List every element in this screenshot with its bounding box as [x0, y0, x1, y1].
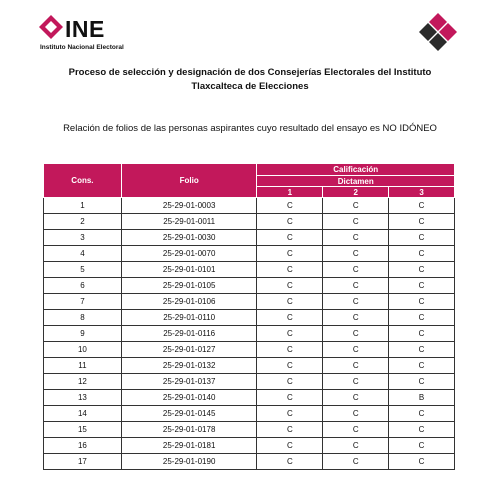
cell-dictamen-2: C	[323, 246, 389, 262]
cell-dictamen-3: C	[389, 198, 455, 214]
table-row	[44, 214, 455, 230]
cell-cons: 5	[44, 262, 122, 278]
cell-folio: 25-29-01-0127	[121, 342, 257, 358]
cell-cons: 17	[44, 454, 122, 470]
table-row	[44, 294, 455, 310]
cell-dictamen-3: C	[389, 374, 455, 390]
cell-dictamen-2: C	[323, 198, 389, 214]
cell-dictamen-3: C	[389, 310, 455, 326]
cell-folio: 25-29-01-0137	[121, 374, 257, 390]
page-title	[40, 66, 460, 94]
cell-cons: 15	[44, 422, 122, 438]
cell-dictamen-1: C	[257, 294, 323, 310]
cell-dictamen-3: C	[389, 262, 455, 278]
cell-dictamen-2: C	[323, 326, 389, 342]
cell-dictamen-3: C	[389, 438, 455, 454]
table-header	[44, 164, 455, 198]
table-row	[44, 438, 455, 454]
header-dictamen-2: 2	[323, 187, 389, 198]
cell-dictamen-1: C	[257, 310, 323, 326]
cell-dictamen-2: C	[323, 342, 389, 358]
cell-cons: 2	[44, 214, 122, 230]
cell-dictamen-1: C	[257, 390, 323, 406]
cell-cons: 4	[44, 246, 122, 262]
logo-subtitle: Instituto Nacional Electoral	[40, 44, 124, 51]
cell-dictamen-2: C	[323, 294, 389, 310]
cell-folio: 25-29-01-0110	[121, 310, 257, 326]
cell-folio: 25-29-01-0178	[121, 422, 257, 438]
cell-folio: 25-29-01-0106	[121, 294, 257, 310]
cell-dictamen-2: C	[323, 374, 389, 390]
table-row	[44, 374, 455, 390]
ine-diamond-icon	[38, 14, 64, 40]
table-row	[44, 198, 455, 214]
cell-folio: 25-29-01-0181	[121, 438, 257, 454]
table-row	[44, 230, 455, 246]
cell-dictamen-2: C	[323, 438, 389, 454]
cell-dictamen-3: B	[389, 390, 455, 406]
logo-wordmark: INE	[65, 16, 105, 42]
cell-dictamen-3: C	[389, 342, 455, 358]
cell-dictamen-3: C	[389, 326, 455, 342]
cell-dictamen-2: C	[323, 406, 389, 422]
cell-dictamen-3: C	[389, 454, 455, 470]
ine-emblem-icon	[418, 12, 458, 52]
table-row	[44, 454, 455, 470]
header-dictamen-3: 3	[389, 187, 455, 198]
table-row	[44, 262, 455, 278]
cell-dictamen-3: C	[389, 230, 455, 246]
cell-dictamen-3: C	[389, 422, 455, 438]
cell-dictamen-3: C	[389, 278, 455, 294]
cell-dictamen-3: C	[389, 294, 455, 310]
cell-dictamen-3: C	[389, 214, 455, 230]
cell-cons: 8	[44, 310, 122, 326]
cell-folio: 25-29-01-0190	[121, 454, 257, 470]
title-line-2: Tlaxcalteca de Elecciones	[191, 81, 309, 92]
cell-dictamen-1: C	[257, 198, 323, 214]
header-dictamen-1: 1	[257, 187, 323, 198]
cell-cons: 13	[44, 390, 122, 406]
header-folio: Folio	[121, 164, 257, 198]
cell-cons: 16	[44, 438, 122, 454]
cell-folio: 25-29-01-0101	[121, 262, 257, 278]
cell-dictamen-3: C	[389, 406, 455, 422]
cell-dictamen-1: C	[257, 454, 323, 470]
cell-cons: 9	[44, 326, 122, 342]
cell-dictamen-3: C	[389, 246, 455, 262]
cell-dictamen-1: C	[257, 406, 323, 422]
cell-dictamen-1: C	[257, 438, 323, 454]
cell-cons: 12	[44, 374, 122, 390]
cell-dictamen-1: C	[257, 230, 323, 246]
cell-folio: 25-29-01-0116	[121, 326, 257, 342]
cell-dictamen-1: C	[257, 358, 323, 374]
cell-dictamen-2: C	[323, 310, 389, 326]
title-line-1: Proceso de selección y designación de dos Consejerías Electorales del Instituto	[68, 67, 432, 78]
table-row	[44, 326, 455, 342]
cell-dictamen-2: C	[323, 278, 389, 294]
cell-folio: 25-29-01-0003	[121, 198, 257, 214]
cell-dictamen-2: C	[323, 422, 389, 438]
cell-dictamen-3: C	[389, 358, 455, 374]
cell-cons: 10	[44, 342, 122, 358]
table-row	[44, 278, 455, 294]
ine-logo	[38, 14, 148, 54]
cell-dictamen-1: C	[257, 374, 323, 390]
cell-dictamen-2: C	[323, 262, 389, 278]
cell-dictamen-1: C	[257, 214, 323, 230]
cell-cons: 1	[44, 198, 122, 214]
table-row	[44, 406, 455, 422]
cell-dictamen-2: C	[323, 454, 389, 470]
table-row	[44, 390, 455, 406]
cell-dictamen-1: C	[257, 326, 323, 342]
page-subtitle: Relación de folios de las personas aspirantes cuyo resultado del ensayo es NO IDÓNEO	[63, 123, 437, 134]
cell-folio: 25-29-01-0011	[121, 214, 257, 230]
cell-dictamen-1: C	[257, 246, 323, 262]
header-calificacion: Calificación	[257, 164, 455, 176]
cell-cons: 3	[44, 230, 122, 246]
table-row	[44, 342, 455, 358]
cell-folio: 25-29-01-0105	[121, 278, 257, 294]
cell-folio: 25-29-01-0132	[121, 358, 257, 374]
header-dictamen: Dictamen	[257, 176, 455, 187]
cell-dictamen-2: C	[323, 390, 389, 406]
cell-dictamen-1: C	[257, 262, 323, 278]
table-row	[44, 358, 455, 374]
table-row	[44, 310, 455, 326]
cell-dictamen-1: C	[257, 422, 323, 438]
cell-dictamen-1: C	[257, 278, 323, 294]
cell-folio: 25-29-01-0140	[121, 390, 257, 406]
table-body	[44, 198, 455, 470]
results-table	[43, 163, 455, 470]
cell-dictamen-1: C	[257, 342, 323, 358]
cell-folio: 25-29-01-0030	[121, 230, 257, 246]
table-row	[44, 246, 455, 262]
cell-folio: 25-29-01-0070	[121, 246, 257, 262]
table-row	[44, 422, 455, 438]
cell-cons: 6	[44, 278, 122, 294]
cell-cons: 14	[44, 406, 122, 422]
cell-dictamen-2: C	[323, 358, 389, 374]
header-cons: Cons.	[44, 164, 122, 198]
cell-dictamen-2: C	[323, 230, 389, 246]
cell-dictamen-2: C	[323, 214, 389, 230]
cell-cons: 7	[44, 294, 122, 310]
cell-cons: 11	[44, 358, 122, 374]
cell-folio: 25-29-01-0145	[121, 406, 257, 422]
